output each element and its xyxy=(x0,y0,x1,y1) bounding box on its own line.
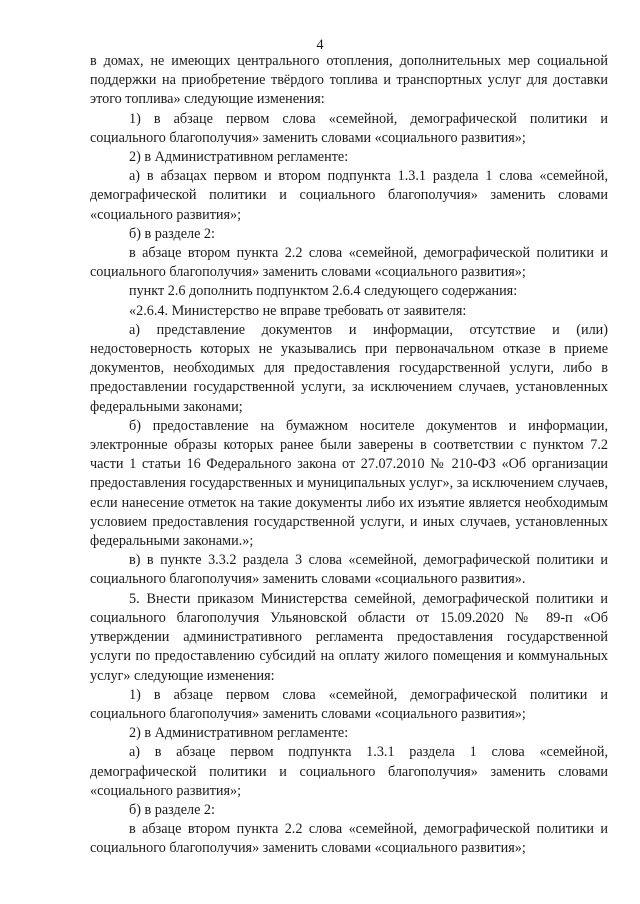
paragraph-item-v-clause-3-3-2: в) в пункте 3.3.2 раздела 3 слова «семейной, демографической политики и социального благополучия» заменить словами «социального развития». xyxy=(90,552,608,588)
paragraph-clause-2-6: пункт 2.6 дополнить подпунктом 2.6.4 следующего содержания: xyxy=(129,283,518,300)
paragraph-item-1-first-paragraph: 1) в абзаце первом слова «семейной, демографической политики и социального благополучия» заменить словами «социального развития»; xyxy=(90,110,608,146)
paragraph-continuation: в домах, не имеющих центрального отопления, дополнительных мер социальной поддержки на приобретение твёрдого топлива и транспортных услуг для доставки этого топлива» следующие изменения: xyxy=(90,53,608,108)
paragraph-item-2-admin-regulation: 2) в Административном регламенте: xyxy=(129,149,349,166)
document-body xyxy=(90,52,608,859)
paragraph-section-5-item-a: а) в абзаце первом подпункта 1.3.1 раздела 1 слова «семейной, демографической политики и социального благополучия» заменить словами «социального развития»; xyxy=(90,744,608,799)
paragraph-clause-2-2: в абзаце втором пункта 2.2 слова «семейной, демографической политики и социального благополучия» заменить словами «социального развития»; xyxy=(90,245,608,281)
paragraph-section-5-item-1: 1) в абзаце первом слова «семейной, демографической политики и социального благополучия» заменить словами «социального развития»; xyxy=(90,686,608,722)
paragraph-section-5-clause-2-2: в абзаце втором пункта 2.2 слова «семейной, демографической политики и социального благополучия» заменить словами «социального развития»; xyxy=(90,821,608,857)
paragraph-clause-2-6-4: «2.6.4. Министерство не вправе требовать от заявителя: xyxy=(129,302,467,319)
paragraph-subitem-b: б) предоставление на бумажном носителе документов и информации, электронные образы которых ранее были заверены в соответствии с пунктом 7.2 части 1 статьи 16 Федерального закона от 27.07.2010 № 210-ФЗ «Об организации предоставления государственных и муниципальных услуг», за исключением случаев, если нанесение отметок на такие документы либо их изъятие является необходимым условием предоставления государственной услуги, и иных случаев, установленных федеральными законами.»; xyxy=(90,417,608,550)
paragraph-subitem-a: а) представление документов и информации, отсутствие и (или) недостоверность которых не указывались при первоначальном отказе в приеме документов, необходимых для предоставления государственной услуги, либо в предоставлении государственной услуги, за исключением случаев, установленных федеральными законами; xyxy=(90,321,608,415)
page-number: 4 xyxy=(316,37,324,53)
paragraph-item-a-subsection-1-3-1: а) в абзацах первом и втором подпункта 1.3.1 раздела 1 слова «семейной, демографической политики и социального благополучия» заменить словами «социального развития»; xyxy=(90,168,608,223)
paragraph-section-5-item-2: 2) в Административном регламенте: xyxy=(129,725,349,742)
paragraph-section-5-item-b: б) в разделе 2: xyxy=(129,801,215,818)
paragraph-item-b-section-2: б) в разделе 2: xyxy=(129,225,215,242)
paragraph-section-5: 5. Внести приказом Министерства семейной, демографической политики и социального благополучия Ульяновской области от 15.09.2020 № 89-п «Об утверждении административного регламента предоставления государственной услуги по предоставлению субсидий на оплату жилого помещения и коммунальных услуг» следующие изменения: xyxy=(90,590,608,684)
